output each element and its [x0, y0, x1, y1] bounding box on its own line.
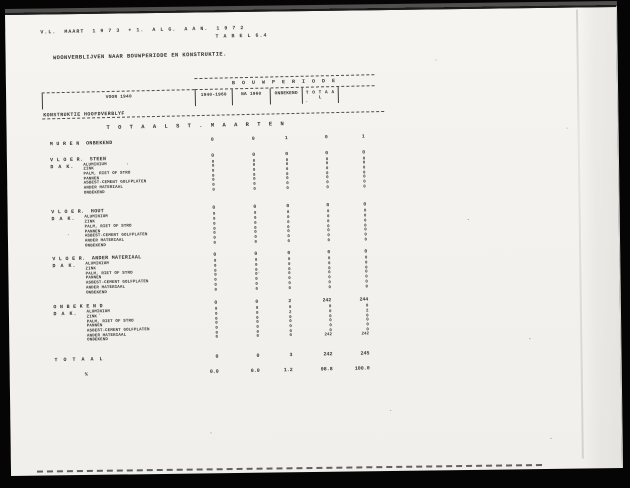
table-section — [45, 249, 388, 296]
sub-value-cell: 0 — [366, 314, 369, 319]
sub-value-cell: 0 — [256, 316, 259, 321]
value-cell: 0 — [251, 136, 255, 142]
sub-value-cell: 0 — [212, 179, 215, 184]
sub-value-cell: 0 — [211, 174, 215, 179]
sub-value-cell: 0 — [214, 278, 217, 283]
sub-value-cell: 242 — [324, 333, 333, 338]
sub-value-cell: 0 — [329, 328, 332, 334]
sub-value-cell: 0 — [326, 210, 330, 215]
sub-value-cell: 0 — [327, 220, 330, 225]
dak-block — [46, 304, 389, 344]
sub-value-cell: 0 — [253, 216, 257, 221]
sub-value-cell: 0 — [256, 325, 259, 330]
sub-value-cell: 0 — [287, 239, 291, 244]
sub-value-cell: 0 — [286, 182, 289, 187]
sub-value-cell: 0 — [214, 269, 217, 274]
dak-block — [44, 209, 387, 249]
value-cell: 0 — [214, 300, 218, 307]
sub-value-cell: 0 — [285, 163, 289, 168]
value-cell: 0 — [253, 205, 257, 211]
sub-value-cell: 0 — [364, 228, 367, 233]
sub-value-cell: 0 — [254, 221, 257, 226]
sub-value-cell: 0 — [253, 182, 256, 187]
sub-value-cell: 0 — [212, 183, 215, 188]
subrow-label: ONBEKEND — [87, 338, 109, 344]
subrow-label: PALM, RIET OF STRO — [83, 171, 131, 177]
value-cell: 0 — [363, 202, 367, 208]
sub-value-cell: 0 — [214, 288, 218, 293]
dak-label: D A K. — [52, 263, 77, 270]
sub-value-cell: 0 — [327, 257, 331, 262]
sub-value-cell: 0 — [329, 324, 332, 329]
value-cell: 0 — [327, 250, 331, 256]
subrow-label: ANDER MATERIAAL — [86, 333, 127, 339]
value-cell: 0 — [286, 204, 290, 210]
sub-value-cell: 0 — [211, 169, 215, 174]
value-cell: 242 — [323, 351, 333, 358]
bouwperiode-group-header: B O U W P E R I O D E — [194, 74, 374, 89]
sub-value-cell: 0 — [326, 181, 329, 186]
sub-value-cell: 0 — [327, 229, 330, 234]
dak-label: D A K. — [51, 216, 76, 223]
sub-value-cell: 0 — [365, 270, 368, 275]
column-header-voor-1940: VOOR 1940 — [42, 90, 195, 109]
value-cell: 0.0 — [250, 367, 260, 375]
value-cell: 0 — [285, 151, 289, 157]
sub-value-cell: 0 — [285, 158, 289, 163]
value-cell: 0 — [212, 206, 216, 212]
column-header-totaal: T O T A A L — [302, 86, 339, 103]
dak-block — [45, 256, 388, 296]
sub-value-cell: 0 — [362, 161, 366, 166]
sub-value-cell: 0 — [254, 231, 257, 236]
value-cell: 0 — [362, 149, 366, 155]
sub-value-cell: 0 — [215, 331, 219, 336]
subrow-label: PANNEN — [85, 276, 102, 281]
sub-value-cell: 0 — [215, 336, 219, 341]
value-cell: 0 — [252, 152, 256, 158]
value-cell: 3 — [289, 352, 293, 359]
subrow-label: ASBEST-CEMENT GOLFPLATEN — [84, 233, 148, 239]
sub-value-cell: 0 — [214, 274, 217, 279]
stats-table — [41, 74, 389, 380]
sub-value-cell: 0 — [328, 276, 331, 281]
subrow-label: ANDER MATERIAAL — [84, 238, 125, 244]
section-label: O N B E K E N D — [53, 303, 103, 311]
sub-value-cell: 0 — [326, 215, 330, 220]
sub-value-cell: 0 — [289, 329, 292, 334]
sub-value-cell: 0 — [287, 235, 290, 240]
sub-value-cell: 0 — [214, 283, 217, 288]
dak-label: D A K. — [53, 310, 78, 318]
sub-value-cell: 0 — [213, 264, 217, 269]
sub-value-cell: 0 — [255, 307, 259, 312]
sub-value-cell: 0 — [327, 238, 331, 243]
sub-value-cell: 0 — [253, 178, 256, 183]
sub-value-cell: 0 — [212, 213, 216, 218]
value-cell: 0 — [325, 150, 329, 156]
sub-value-cell: 0 — [212, 188, 215, 193]
sub-value-cell: 242 — [361, 332, 370, 338]
sub-value-cell: 0 — [286, 186, 289, 191]
sub-value-cell: 0 — [328, 271, 331, 276]
sub-value-cell: 0 — [213, 260, 217, 265]
subrow-label: PANNEN — [86, 324, 103, 329]
sub-value-cell: 0 — [212, 217, 216, 222]
dak-label: D A K. — [50, 163, 75, 170]
value-cell: 0 — [215, 353, 219, 360]
sub-value-cell: 0 — [286, 216, 290, 221]
sub-value-cell: 0 — [215, 322, 218, 327]
value-cell: 0 — [324, 134, 328, 140]
sub-value-cell: 0 — [213, 227, 216, 232]
sub-value-cell: 0 — [287, 225, 290, 230]
subrow-label: PALM, RIET OF STRO — [84, 224, 132, 230]
sub-value-cell: 0 — [327, 234, 330, 239]
sub-value-cell: 0 — [363, 214, 367, 219]
section-title: T O T A A L S T . M A A R T E N — [106, 119, 287, 131]
sub-value-cell: 0 — [326, 176, 329, 181]
row-header-label: KONSTRUKTIE HOOFDVERBLYF — [43, 110, 125, 118]
section-label: M U R E N ONBEKEND — [49, 139, 113, 147]
section-row — [43, 133, 385, 146]
value-cell: 0 — [287, 251, 291, 257]
sub-value-cell: 0 — [363, 209, 367, 214]
section-label: V L O E R. STEEN — [50, 155, 107, 163]
sub-value-cell: 0 — [365, 284, 369, 290]
value-cell: 0 — [213, 253, 217, 259]
sub-value-cell: 0 — [329, 319, 332, 324]
sub-value-cell: 0 — [253, 187, 256, 192]
sub-value-cell: 0 — [325, 167, 329, 172]
table-section — [44, 202, 387, 249]
subrow-label: ZINK — [84, 220, 96, 225]
sub-value-cell: 0 — [287, 258, 291, 263]
column-header-1940-1960: 1940-1960 — [195, 89, 232, 106]
sub-value-cell: 0 — [289, 320, 292, 325]
sub-value-cell: 0 — [215, 326, 218, 331]
sub-value-cell: 0 — [363, 219, 367, 224]
sub-value-cell: 0 — [329, 314, 332, 319]
sub-value-cell: 0 — [289, 334, 293, 339]
sub-value-cell: 0 — [252, 168, 256, 173]
sub-value-cell: 0 — [285, 172, 289, 177]
sub-value-cell: 0 — [364, 233, 367, 238]
sub-value-cell: 0 — [364, 256, 368, 261]
subrow-label: PALM, RIET OF STRO — [85, 271, 133, 277]
column-header-na-1960: NA 1960 — [232, 88, 270, 105]
subrow-label: ALUMINIUM — [83, 162, 107, 168]
sub-value-cell: 0 — [325, 162, 329, 167]
sub-value-cell: 0 — [288, 286, 292, 291]
sub-value-cell: 0 — [365, 266, 368, 271]
doc-title: WOONVERBLIJVEN NAAR BOUWPERIODE EN KONSTRUKTIE. — [52, 50, 227, 62]
sub-value-cell: 0 — [365, 275, 368, 280]
subrow-label: ALUMINIUM — [85, 262, 110, 267]
sub-value-cell: 0 — [255, 273, 258, 278]
subrow-label: ANDER MATERIAAL — [83, 185, 124, 191]
sub-value-cell: 0 — [362, 156, 366, 161]
value-cell: 0 — [211, 153, 215, 159]
sub-value-cell: 0 — [252, 164, 256, 169]
sub-value-cell: 0 — [213, 231, 216, 236]
sub-value-cell: 0 — [254, 259, 258, 264]
sub-value-cell: 0 — [255, 277, 258, 283]
value-cell: 98.8 — [320, 366, 333, 373]
sub-value-cell: 0 — [255, 282, 258, 287]
sub-value-cell: 0 — [254, 226, 257, 231]
scan-speckles — [5, 15, 6, 16]
subrow-label: ONBEKEND — [84, 243, 106, 249]
value-cell: 0 — [254, 252, 258, 258]
sub-value-cell: 0 — [327, 224, 330, 229]
subrow-label: PANNEN — [83, 176, 100, 182]
subrow-label: ASBEST-CEMENT GOLFPLATEN — [85, 280, 149, 286]
sub-value-cell: 0 — [364, 223, 367, 228]
subrow-label: ASBEST-CEMENT GOLFPLATEN — [83, 180, 147, 186]
sub-value-cell: 0 — [328, 285, 332, 290]
sub-value-cell: 0 — [364, 238, 368, 243]
sub-value-cell: 0 — [215, 312, 218, 317]
sub-value-cell: 0 — [288, 281, 291, 286]
value-cell: 0 — [364, 249, 368, 255]
sub-value-cell: 0 — [289, 325, 292, 330]
value-cell: 0.0 — [209, 368, 219, 376]
value-cell: 100.0 — [354, 365, 370, 372]
dak-block — [43, 156, 386, 196]
sub-value-cell: 0 — [328, 310, 332, 315]
sub-value-cell: 0 — [365, 304, 369, 309]
sub-value-cell: 0 — [213, 222, 216, 227]
subrow-label: ZINK — [83, 167, 94, 172]
value-cell: 1 — [361, 133, 365, 139]
sub-value-cell: 0 — [254, 263, 258, 268]
subrow-label: ASBEST-CEMENT GOLFPLATEN — [86, 328, 150, 334]
sub-value-cell: 0 — [288, 267, 291, 272]
sub-value-cell: 2 — [288, 311, 292, 316]
sub-value-cell: 0 — [362, 171, 366, 176]
typed-content — [33, 13, 392, 378]
sub-value-cell: 0 — [213, 236, 216, 241]
sub-value-cell: 2 — [365, 309, 369, 314]
sub-value-cell: 0 — [256, 335, 260, 340]
sub-value-cell: 0 — [287, 230, 290, 235]
sub-value-cell: 0 — [215, 317, 218, 322]
sub-value-cell: 0 — [287, 263, 291, 268]
sub-value-cell: 0 — [252, 173, 256, 178]
sub-value-cell: 0 — [328, 281, 331, 286]
value-cell: 244 — [359, 297, 369, 303]
sub-value-cell: 0 — [288, 306, 292, 311]
sub-value-cell: 0 — [328, 266, 331, 272]
sub-value-cell: 0 — [366, 328, 369, 333]
value-cell: 2 — [288, 299, 292, 305]
sub-value-cell: 0 — [288, 277, 291, 282]
sub-value-cell: 0 — [211, 164, 215, 169]
sub-value-cell: 0 — [362, 166, 366, 171]
table-section — [46, 297, 389, 344]
subrow-label: ZINK — [85, 267, 97, 272]
perforation-line — [37, 464, 542, 473]
value-cell: 0 — [256, 352, 260, 360]
sub-value-cell: 0 — [366, 318, 369, 323]
subrow-label: ONBEKEND — [83, 190, 105, 196]
sub-value-cell: 0 — [253, 212, 257, 217]
percent-label: % — [84, 371, 88, 378]
value-cell: 1.2 — [283, 367, 293, 374]
sub-value-cell: 0 — [326, 185, 329, 190]
sub-value-cell: 0 — [256, 321, 259, 326]
subrow-label: PALM, RIET OF STRO — [86, 319, 134, 325]
sub-value-cell: 0 — [364, 261, 368, 266]
sub-value-cell: 0 — [255, 311, 259, 316]
sub-value-cell: 0 — [289, 315, 292, 320]
section-label: V L O E R. HOUT — [51, 208, 105, 216]
sub-value-cell: 0 — [325, 157, 329, 162]
sub-value-cell: 0 — [286, 211, 290, 216]
sub-value-cell: 0 — [328, 305, 332, 310]
sub-value-cell: 0 — [213, 241, 217, 246]
doc-header-line: V.L. MAART 1 9 7 3 + 1. A L G. A A N. 1 9 7 2 — [40, 25, 245, 36]
sub-value-cell: 0 — [255, 287, 259, 292]
sub-value-cell: 0 — [288, 272, 291, 277]
percent-row — [48, 365, 390, 379]
totaal-label: T O T A A L — [54, 356, 105, 364]
subrow-label: ANDER MATERIAAL — [85, 285, 126, 291]
tabel-label: T A B E L 6.4 — [215, 32, 268, 40]
table-section — [43, 149, 386, 196]
sub-value-cell: 0 — [285, 168, 289, 173]
sub-value-cell: 0 — [211, 160, 215, 165]
sub-value-cell: 0 — [365, 280, 368, 285]
page-crease — [576, 9, 584, 458]
sub-value-cell: 0 — [254, 240, 258, 245]
subrow-label: ZINK — [86, 315, 98, 320]
column-header-onbekend: ONBEKEND — [270, 87, 302, 104]
sub-value-cell: 0 — [366, 323, 369, 328]
value-cell: 245 — [360, 350, 370, 357]
sub-value-cell: 0 — [363, 175, 366, 180]
sub-value-cell: 0 — [214, 307, 218, 312]
sub-value-cell: 0 — [287, 220, 290, 225]
value-cell: 0 — [210, 137, 214, 143]
sub-value-cell: 0 — [363, 180, 366, 185]
subrow-label: ALUMINIUM — [86, 310, 111, 315]
sub-value-cell: 0 — [255, 268, 258, 273]
value-cell: 242 — [322, 298, 332, 304]
subrow-label: ALUMINIUM — [84, 215, 108, 220]
totaal-row — [47, 350, 389, 364]
sub-value-cell: 0 — [286, 177, 289, 182]
subrow-label: PANNEN — [84, 229, 101, 235]
table-section — [43, 133, 385, 146]
table-body — [43, 133, 390, 379]
sub-value-cell: 0 — [327, 262, 331, 267]
document-page — [5, 5, 623, 476]
value-cell: 0 — [255, 300, 259, 306]
sub-value-cell: 0 — [325, 171, 329, 176]
value-cell: 1 — [284, 135, 288, 141]
value-cell: 0 — [326, 203, 330, 209]
sub-value-cell: 0 — [256, 330, 260, 335]
section-label: V L O E R. ANDER MATERIAAL — [52, 254, 142, 263]
sub-value-cell: 0 — [254, 235, 257, 240]
sub-value-cell: 0 — [363, 185, 366, 190]
sub-value-cell: 0 — [252, 159, 256, 164]
subrow-label: ONBEKEND — [86, 290, 108, 296]
